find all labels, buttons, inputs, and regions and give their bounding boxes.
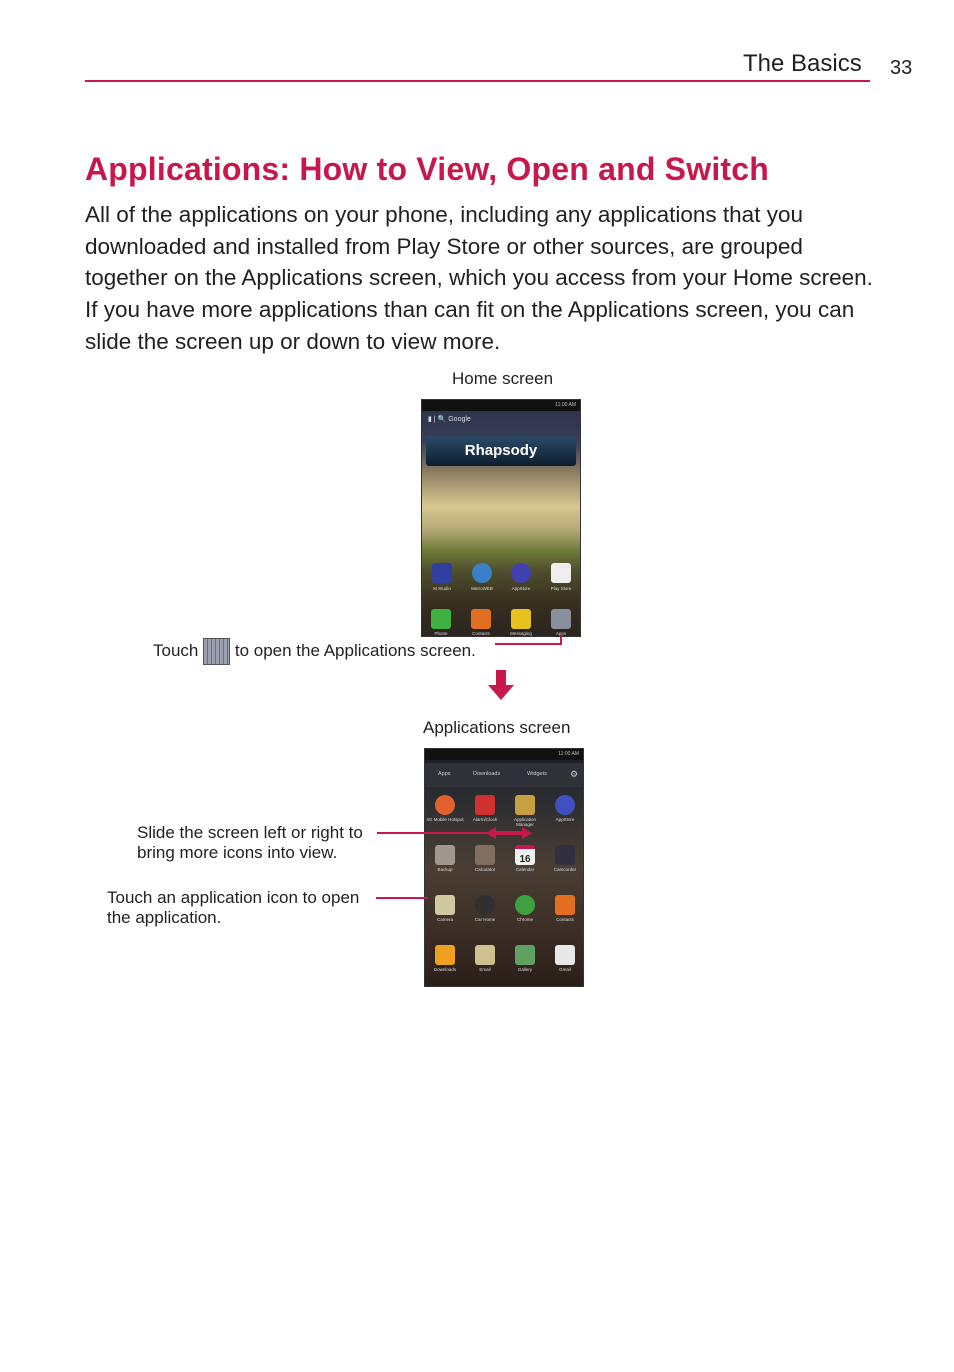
camcorder-icon[interactable]	[555, 845, 575, 865]
hotspot-icon[interactable]	[435, 795, 455, 815]
apps-tabs	[425, 763, 584, 787]
apps-screen-caption: Applications screen	[423, 718, 571, 737]
contacts-icon	[471, 609, 491, 629]
home-screen-image	[421, 399, 581, 637]
icon-label: Camcorder	[553, 867, 577, 872]
icon-label: Play Store	[550, 586, 572, 591]
callout-line	[377, 832, 487, 834]
home-screen-caption: Home screen	[452, 369, 554, 388]
contacts-icon[interactable]	[555, 895, 575, 915]
camera-icon[interactable]	[435, 895, 455, 915]
settings-icon: ⚙	[570, 769, 579, 779]
icon-label: Messaging	[510, 631, 532, 636]
callout-line-1: Touch an application icon to open	[107, 888, 360, 907]
double-arrow-icon	[494, 831, 524, 835]
arrow-left-head	[486, 827, 496, 839]
google-search-bar: ▮ | 🔍 Google	[428, 416, 471, 423]
icon-label: Camera	[436, 917, 453, 922]
icon-label: Backup	[437, 867, 453, 872]
chrome-icon[interactable]	[515, 895, 535, 915]
icon-label: Application Manager	[513, 817, 536, 827]
page-number: 33	[890, 57, 913, 79]
callout-line	[560, 636, 562, 645]
play-store-icon	[551, 563, 571, 583]
icon-label: Contacts	[472, 631, 490, 636]
gmail-icon[interactable]	[555, 945, 575, 965]
appstore-icon	[511, 563, 531, 583]
icon-label: M Studio	[433, 586, 451, 591]
callout-line-2: the application.	[107, 908, 222, 927]
touch-callout	[107, 888, 359, 928]
callout-line-2: bring more icons into view.	[137, 843, 338, 862]
backup-icon[interactable]	[435, 845, 455, 865]
applications-screen-image	[424, 748, 584, 987]
header-divider	[85, 80, 870, 82]
touch-text: to open the Applications screen.	[234, 640, 476, 660]
callout-line	[495, 643, 562, 645]
page-title: Applications: How to View, Open and Switch	[85, 151, 770, 187]
downloads-icon[interactable]	[435, 945, 455, 965]
phone-icon	[431, 609, 451, 629]
icon-label: Calendar	[515, 867, 535, 872]
alarm-clock-icon[interactable]	[475, 795, 495, 815]
icon-label: Gallery	[517, 967, 533, 972]
car-home-icon[interactable]	[475, 895, 495, 915]
rhapsody-widget: Rhapsody	[426, 436, 576, 466]
touch-instruction	[153, 638, 476, 665]
icon-label: Alarm/Clock	[472, 817, 498, 822]
calendar-icon[interactable]: 16	[515, 845, 535, 865]
apps-icon	[551, 609, 571, 629]
icon-label: Car Home	[474, 917, 496, 922]
search-label: Google	[448, 416, 471, 423]
tab-downloads: Downloads	[473, 771, 501, 777]
callout-line-1: Slide the screen left or right to	[137, 823, 363, 842]
callout-line	[376, 897, 428, 899]
messaging-icon	[511, 609, 531, 629]
icon-label: Chrome	[516, 917, 533, 922]
icon-label: Email	[479, 967, 491, 972]
touch-text: Touch	[153, 640, 199, 660]
arrow-right-head	[522, 827, 532, 839]
down-arrow-head	[488, 685, 514, 700]
tab-apps: Apps	[438, 771, 451, 777]
metroweb-icon	[472, 563, 492, 583]
section-header: The Basics	[743, 50, 862, 77]
application-manager-icon[interactable]	[515, 795, 535, 815]
down-arrow-icon	[496, 670, 506, 686]
calculator-icon[interactable]	[475, 845, 495, 865]
icon-label: Calculator	[474, 867, 496, 872]
icon-label: AppStore	[555, 817, 575, 822]
icon-label: Phone	[434, 631, 448, 636]
mstudio-icon	[432, 563, 452, 583]
icon-label: MetroWEB	[471, 586, 493, 591]
icon-label: Contacts	[556, 917, 574, 922]
gallery-icon[interactable]	[515, 945, 535, 965]
slide-callout	[137, 823, 363, 863]
icon-label: Apps	[555, 631, 567, 636]
apps-grid-icon	[203, 638, 230, 665]
email-icon[interactable]	[475, 945, 495, 965]
status-bar: 11:00 AM	[422, 400, 580, 411]
appstore-icon[interactable]	[555, 795, 575, 815]
icon-label: Gmail	[559, 967, 571, 972]
icon-label: AppStore	[511, 586, 531, 591]
status-bar: 11:00 AM	[425, 749, 583, 760]
tab-widgets: Widgets	[527, 771, 547, 777]
body-paragraph: All of the applications on your phone, including any applications that you downloaded and installed from Play Store or other sources, are grouped together on the Applications screen, which you access from your Home screen. If you have more applications than can fit on the Applications screen, you can slide the screen up or down to view more.	[85, 202, 873, 354]
icon-label: 4G Mobile Hotspot	[426, 817, 464, 822]
icon-label: Downloads	[433, 967, 457, 972]
